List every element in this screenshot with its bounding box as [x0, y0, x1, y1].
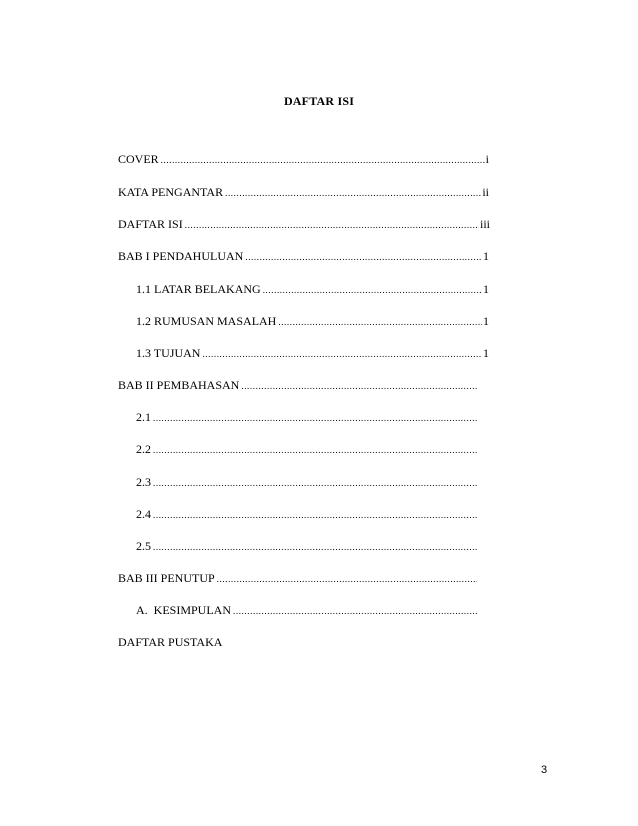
toc-entry-2-4	[136, 506, 478, 522]
toc-entry-page: ii	[482, 185, 489, 199]
dot-leader	[153, 442, 477, 458]
toc-entry-bab-1	[118, 248, 489, 264]
toc-entry-bab-2	[118, 377, 478, 393]
toc-entry-2-2	[136, 441, 478, 457]
toc-entry-label: 1.3 TUJUAN	[136, 346, 201, 360]
toc-entry-2-5	[136, 538, 478, 554]
toc-entry-2-3	[136, 474, 478, 490]
toc-entry-2-1	[136, 409, 478, 425]
toc-entry-kata-pengantar	[118, 184, 489, 200]
toc-entry-label: BAB II PEMBAHASAN	[118, 378, 240, 392]
toc-entry-daftar-pustaka	[118, 634, 318, 650]
toc-entry-bab-3	[118, 570, 478, 586]
toc-entry-label: BAB I PENDAHULUAN	[118, 249, 244, 263]
toc-entry-label: DAFTAR PUSTAKA	[118, 635, 223, 649]
toc-entry-label: BAB III PENUTUP	[118, 571, 215, 585]
toc-entry-cover	[118, 151, 489, 167]
toc-entry-label: A. KESIMPULAN	[136, 603, 232, 617]
toc-entry-label: DAFTAR ISI	[118, 217, 183, 231]
toc-entry-1-1	[136, 281, 489, 297]
page-title: DAFTAR ISI	[283, 94, 355, 108]
dot-leader	[185, 217, 479, 233]
toc-entry-page: 1	[483, 249, 489, 263]
dot-leader	[217, 571, 477, 587]
dot-leader	[233, 603, 477, 619]
toc-entry-label: 2.1	[136, 410, 151, 424]
toc-entry-kesimpulan	[136, 602, 478, 618]
dot-leader	[263, 282, 482, 298]
toc-entry-label: COVER	[118, 152, 159, 166]
toc-entry-page: 1	[483, 346, 489, 360]
dot-leader	[278, 314, 482, 330]
toc-entry-label: 1.1 LATAR BELAKANG	[136, 282, 261, 296]
dot-leader	[245, 249, 482, 265]
dot-leader	[153, 410, 477, 426]
dot-leader	[241, 378, 477, 394]
toc-entry-label: 2.3	[136, 475, 151, 489]
toc-entry-label: 1.2 RUMUSAN MASALAH	[136, 314, 277, 328]
toc-entry-label: 2.4	[136, 507, 151, 521]
toc-entry-label: KATA PENGANTAR	[118, 185, 224, 199]
page-number: 3	[541, 764, 548, 776]
toc-entry-page: 1	[483, 314, 489, 328]
toc-entry-page: iii	[479, 217, 490, 231]
toc-entry-page: i	[485, 152, 489, 166]
dot-leader	[153, 539, 477, 555]
dot-leader	[153, 475, 477, 491]
toc-entry-label: 2.2	[136, 442, 151, 456]
toc-entry-label: 2.5	[136, 539, 151, 553]
dot-leader	[202, 346, 482, 362]
toc-entry-1-3	[136, 345, 489, 361]
dot-leader	[225, 185, 481, 201]
dot-leader	[153, 507, 477, 523]
toc-entry-page: 1	[483, 282, 489, 296]
toc-entry-1-2	[136, 313, 489, 329]
dot-leader	[161, 152, 485, 168]
toc-entry-daftar-isi	[118, 216, 490, 232]
